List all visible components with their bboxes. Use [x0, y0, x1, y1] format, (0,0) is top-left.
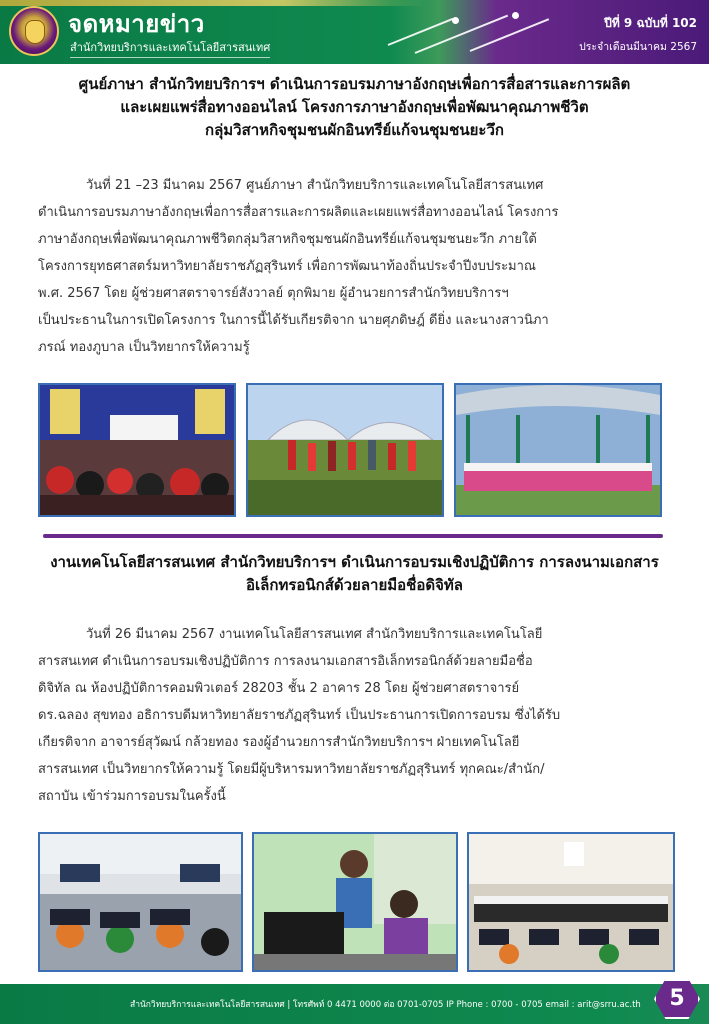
decorative-dot: [512, 12, 519, 19]
article-1-body: [38, 172, 664, 361]
photo-computer-lab: [38, 832, 243, 972]
decorative-line: [470, 18, 550, 52]
body-line: สถาบัน เข้าร่วมการอบรมในครั้งนี้: [38, 789, 226, 804]
footer-bar: [0, 984, 709, 1024]
logo-emblem: [25, 20, 45, 44]
photo-group-pavilion: [454, 383, 662, 517]
decorative-line: [415, 15, 508, 54]
headline-line: อิเล็กทรอนิกส์ด้วยลายมือชื่อดิจิทัล: [246, 576, 463, 594]
body-line: ภรณ์ ทองภูบาล เป็นวิทยากรให้ความรู้: [38, 340, 250, 355]
body-line: เกียรติจาก อาจารย์สุวัฒน์ กล้วยทอง รองผู้อำนวยการสำนักวิทยบริการฯ ฝ่ายเทคโนโลยี: [38, 735, 520, 750]
body-line: เป็นประธานในการเปิดโครงการ ในการนี้ได้รับเกียรติจาก นายศุภดิษฎ์ ดียิ่ง และนางสาวนิภา: [38, 313, 549, 328]
body-line: ดิจิทัล ณ ห้องปฏิบัติการคอมพิวเตอร์ 28203 ชั้น 2 อาคาร 28 โดย ผู้ช่วยศาสตราจารย์: [38, 681, 520, 696]
photo-group-lab: [467, 832, 675, 972]
field-illustration: [248, 385, 442, 515]
body-line: สารสนเทศ ดำเนินการอบรมเชิงปฏิบัติการ การลงนามเอกสารอิเล็กทรอนิกส์ด้วยลายมือชื่อ: [38, 654, 533, 669]
decorative-dot: [452, 17, 459, 24]
footer-contact: สำนักวิทยบริการและเทคโนโลยีสารสนเทศ | โทรศัพท์ 0 4471 0000 ต่อ 0701-0705 IP Phone : 0700 - 0705 email : arit@srru.ac.th: [130, 1000, 641, 1010]
article-2-headline: [10, 551, 699, 597]
headline-line: และเผยแพร่สื่อทางออนไลน์ โครงการภาษาอังกฤษเพื่อพัฒนาคุณภาพชีวิต: [120, 98, 589, 116]
body-line: ภาษาอังกฤษเพื่อพัฒนาคุณภาพชีวิตกลุ่มวิสาหกิจชุมชนผักอินทรีย์แก้จนชุมชนยะวึก ภายใต้: [38, 232, 537, 247]
issue-number: ปีที่ 9 ฉบับที่ 102: [604, 16, 697, 30]
page-number: 5: [669, 986, 685, 1011]
newsletter-subtitle: สำนักวิทยบริการและเทคโนโลยีสารสนเทศ: [70, 38, 270, 58]
body-line: ดร.ฉลอง สุขทอง อธิการบดีมหาวิทยาลัยราชภัฏสุรินทร์ เป็นประธานการเปิดการอบรม ซึ่งได้รับ: [38, 708, 561, 723]
body-line: ดำเนินการอบรมภาษาอังกฤษเพื่อการสื่อสารและการผลิตและเผยแพร่สื่อทางออนไลน์ โครงการ: [38, 205, 559, 220]
photo-classroom: [38, 383, 236, 517]
body-line: สารสนเทศ เป็นวิทยากรให้ความรู้ โดยมีผู้บริหารมหาวิทยาลัยราชภัฏสุรินทร์ ทุกคณะ/สำนัก/: [38, 762, 545, 777]
headline-line: งานเทคโนโลยีสารสนเทศ สำนักวิทยบริการฯ ดำเนินการอบรมเชิงปฏิบัติการ การลงนามเอกสาร: [50, 553, 659, 571]
lab-illustration: [40, 834, 241, 970]
section-divider: [43, 534, 663, 538]
headline-line: กลุ่มวิสาหกิจชุมชนผักอินทรีย์แก้จนชุมชนยะวึก: [205, 121, 504, 139]
classroom-illustration: [40, 385, 234, 515]
body-line: วันที่ 26 มีนาคม 2567 งานเทคโนโลยีสารสนเทศ สำนักวิทยบริการและเทคโนโลยี: [86, 627, 543, 642]
issue-date: ประจำเดือนมีนาคม 2567: [579, 41, 697, 53]
group-lab-illustration: [469, 834, 673, 970]
article-1-headline: [10, 73, 699, 142]
pavilion-illustration: [456, 385, 660, 515]
body-line: วันที่ 21 –23 มีนาคม 2567 ศูนย์ภาษา สำนักวิทยบริการและเทคโนโลยีสารสนเทศ: [86, 178, 544, 193]
article-2-body: [38, 621, 664, 810]
body-line: โครงการยุทธศาสตร์มหาวิทยาลัยราชภัฏสุรินทร์ เพื่อการพัฒนาท้องถิ่นประจำปีงบประมาณ: [38, 259, 536, 274]
photo-presenter-laptop: [252, 832, 458, 972]
body-line: พ.ศ. 2567 โดย ผู้ช่วยศาสตราจารย์สังวาลย์ ตุกพิมาย ผู้อำนวยการสำนักวิทยบริการฯ: [38, 286, 509, 301]
headline-line: ศูนย์ภาษา สำนักวิทยบริการฯ ดำเนินการอบรมภาษาอังกฤษเพื่อการสื่อสารและการผลิต: [78, 75, 631, 93]
photo-greenhouse-field: [246, 383, 444, 517]
university-logo: [9, 6, 59, 56]
presenter-illustration: [254, 834, 456, 970]
masthead: [0, 0, 709, 64]
newsletter-title: จดหมายข่าว: [68, 10, 205, 38]
